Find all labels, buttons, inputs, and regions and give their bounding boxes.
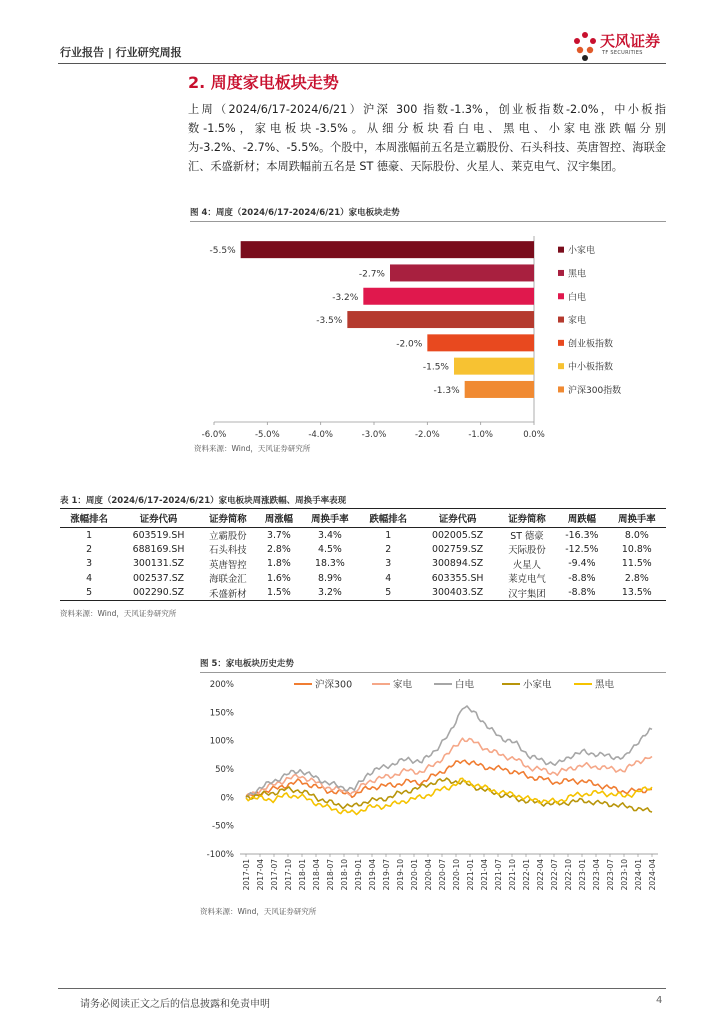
x-tick-label: 2023-01 bbox=[578, 859, 587, 891]
table-row bbox=[60, 542, 666, 557]
table-cell: 1.8% bbox=[266, 558, 291, 570]
x-tick-label: 2019-10 bbox=[396, 859, 405, 891]
table-cell: 8.9% bbox=[318, 572, 342, 584]
table-cell: 1 bbox=[86, 529, 93, 541]
table-cell: 汉宇集团 bbox=[498, 586, 556, 601]
table-cell: 3.7% bbox=[266, 529, 291, 541]
x-tick-label: 2020-10 bbox=[452, 859, 461, 891]
table-cell: 3.4% bbox=[318, 529, 342, 541]
x-tick-label: 2019-04 bbox=[368, 859, 377, 891]
sector-history-line-chart bbox=[196, 674, 666, 902]
y-tick-label: 100% bbox=[209, 736, 234, 747]
legend-label: 沪深300 bbox=[315, 679, 353, 691]
table-cell: 002005.SZ bbox=[432, 529, 484, 541]
legend-swatch bbox=[558, 247, 564, 253]
table-cell: -8.8% bbox=[556, 586, 608, 601]
weekly-top-movers-table bbox=[60, 508, 666, 601]
table-cell: -8.8% bbox=[568, 572, 596, 584]
legend-label: 沪深300指数 bbox=[568, 385, 622, 396]
x-tick-label: 2021-04 bbox=[480, 859, 489, 891]
x-tick-label: 2020-01 bbox=[410, 859, 419, 891]
table-cell: 火星人 bbox=[512, 559, 542, 571]
x-tick-label: -1.0% bbox=[468, 430, 494, 440]
bar-value-label: -1.5% bbox=[422, 362, 449, 373]
table-cell: 002537.SZ bbox=[132, 572, 185, 584]
figure4-source: 资料来源：Wind，天风证券研究所 bbox=[194, 444, 311, 453]
table-cell: 1.6% bbox=[266, 572, 291, 584]
x-tick-label: 2021-07 bbox=[494, 859, 503, 891]
legend-label: 创业板指数 bbox=[568, 339, 614, 350]
figure4-caption-rule bbox=[190, 221, 666, 222]
report-type-header: 行业报告 | 行业研究周报 bbox=[60, 46, 182, 59]
table-header-cell: 证券代码 bbox=[118, 509, 198, 528]
figure4-caption: 图 4：周度（2024/6/17-2024/6/21）家电板块走势 bbox=[190, 208, 400, 218]
x-tick-label: 2022-01 bbox=[522, 859, 531, 891]
table-header-cell: 涨幅排名 bbox=[60, 509, 118, 528]
table-cell: 2.8% bbox=[266, 543, 291, 555]
x-tick-label: 2017-01 bbox=[242, 859, 251, 891]
table-row bbox=[60, 557, 666, 572]
x-tick-label: 0.0% bbox=[523, 430, 545, 440]
table-cell: 3.2% bbox=[301, 586, 359, 601]
bar-value-label: -2.0% bbox=[396, 339, 423, 350]
table-cell: 2 bbox=[86, 543, 93, 555]
x-tick-label: 2021-10 bbox=[508, 859, 517, 891]
table-cell: 2.8% bbox=[624, 572, 649, 584]
table-cell: 3 bbox=[86, 558, 93, 570]
legend-label: 家电 bbox=[393, 679, 413, 691]
x-tick-label: 2018-10 bbox=[340, 859, 349, 891]
figure5-source: 资料来源：Wind，天风证券研究所 bbox=[200, 907, 317, 916]
x-tick-label: -3.0% bbox=[361, 430, 387, 440]
table-cell: 1.5% bbox=[257, 586, 301, 601]
bar-value-label: -5.5% bbox=[209, 246, 236, 257]
legend-label: 黑电 bbox=[595, 679, 615, 691]
legend-swatch bbox=[558, 340, 564, 346]
table-cell: 300403.SZ bbox=[417, 586, 497, 601]
table-cell: 10.8% bbox=[621, 543, 652, 555]
table-cell: 11.5% bbox=[621, 558, 652, 570]
table-cell: 002290.SZ bbox=[118, 586, 198, 601]
tf-logo-icon bbox=[570, 30, 600, 62]
x-tick-label: -4.0% bbox=[308, 430, 334, 440]
legend-swatch bbox=[558, 270, 564, 276]
x-tick-label: 2017-10 bbox=[284, 859, 293, 891]
table-cell: 4 bbox=[385, 572, 392, 584]
table1-source: 资料来源：Wind，天风证券研究所 bbox=[60, 609, 177, 618]
table-cell: 禾盛新材 bbox=[199, 586, 257, 601]
table-cell: 英唐智控 bbox=[209, 559, 247, 571]
table-cell: -9.4% bbox=[568, 558, 596, 570]
x-tick-label: 2023-07 bbox=[606, 859, 615, 891]
table-header-cell: 证券简称 bbox=[199, 509, 257, 528]
bar-value-label: -3.5% bbox=[316, 316, 343, 327]
table-cell: 立霸股份 bbox=[209, 531, 247, 542]
x-tick-label: -6.0% bbox=[201, 430, 227, 440]
table-header-cell: 证券代码 bbox=[417, 509, 497, 528]
bar-创业板指数 bbox=[427, 334, 534, 351]
x-tick-label: 2020-07 bbox=[438, 859, 447, 891]
x-tick-label: 2019-07 bbox=[382, 859, 391, 891]
table-cell: 5 bbox=[60, 586, 118, 601]
legend-swatch bbox=[558, 363, 564, 369]
table-cell: 石头科技 bbox=[209, 545, 247, 557]
y-tick-label: 150% bbox=[209, 708, 234, 719]
x-tick-label: 2019-01 bbox=[354, 859, 363, 891]
bar-value-label: -3.2% bbox=[332, 292, 359, 303]
y-tick-label: 200% bbox=[209, 680, 234, 690]
legend-label: 家电 bbox=[568, 316, 587, 327]
legend-label: 中小板指数 bbox=[568, 362, 614, 373]
x-tick-label: 2024-01 bbox=[634, 859, 643, 891]
legend-swatch bbox=[558, 386, 564, 392]
x-tick-label: 2018-04 bbox=[312, 859, 321, 891]
legend-swatch bbox=[558, 293, 564, 299]
bar-沪深300指数 bbox=[465, 381, 534, 398]
y-tick-label: -50% bbox=[212, 821, 234, 832]
table-cell: -12.5% bbox=[565, 543, 599, 555]
legend-label: 小家电 bbox=[568, 246, 596, 257]
y-tick-label: 50% bbox=[215, 765, 234, 775]
bar-value-label: -2.7% bbox=[358, 269, 385, 280]
table-cell: 5 bbox=[359, 586, 417, 601]
table-cell: 603355.SH bbox=[431, 572, 484, 584]
table-cell: 13.5% bbox=[608, 586, 666, 601]
table-cell: 4 bbox=[86, 572, 93, 584]
bar-白电 bbox=[363, 288, 534, 305]
legend-label: 黑电 bbox=[568, 269, 587, 280]
legend-swatch bbox=[558, 317, 564, 323]
table-cell: -16.3% bbox=[565, 529, 599, 541]
table-cell: 002759.SZ bbox=[432, 543, 484, 555]
x-tick-label: 2017-07 bbox=[270, 859, 279, 891]
section-title: 2. 周度家电板块走势 bbox=[188, 73, 339, 92]
x-tick-label: -5.0% bbox=[254, 430, 280, 440]
table-cell: 688169.SH bbox=[132, 543, 185, 555]
x-tick-label: 2018-01 bbox=[298, 859, 307, 891]
table-cell: 海联金汇 bbox=[209, 574, 247, 586]
table-header-cell: 周跌幅 bbox=[556, 509, 608, 528]
table-cell: 8.0% bbox=[624, 529, 649, 541]
y-tick-label: -100% bbox=[206, 850, 234, 860]
table-header-cell: 跌幅排名 bbox=[359, 509, 417, 528]
x-tick-label: 2021-01 bbox=[466, 859, 475, 891]
x-tick-label: 2023-10 bbox=[620, 859, 629, 891]
table-header-cell: 周换手率 bbox=[608, 509, 666, 528]
bar-value-label: -1.3% bbox=[433, 385, 460, 396]
table-header-cell: 周换手率 bbox=[301, 509, 359, 528]
x-tick-label: -2.0% bbox=[414, 430, 440, 440]
logo-brand-english: TF SECURITIES bbox=[602, 50, 643, 56]
legend-label: 白电 bbox=[568, 292, 587, 303]
summary-paragraph: 上周（2024/6/17-2024/6/21）沪深 300 指数-1.3%，创业板指数-2.0%，中小板指数-1.5%，家电板块-3.5%。从细分板块看白电、黑电、小家电涨跌幅分别为-3.2%、-2.7%、-5.5%。个股中，本周涨幅前五名是立霸股份、石头科技、英唐智控、海联金汇、禾盛新材；本周跌幅前五名是 ST 德豪、天际股份、火星人、莱克电气、汉宇集团。 bbox=[188, 103, 666, 173]
bar-小家电 bbox=[241, 241, 534, 258]
bar-家电 bbox=[347, 311, 534, 328]
x-tick-label: 2024-04 bbox=[648, 859, 657, 891]
x-tick-label: 2022-04 bbox=[536, 859, 545, 891]
table-cell: 莱克电气 bbox=[508, 574, 546, 586]
disclaimer-footer: 请务必阅读正文之后的信息披露和免责申明 bbox=[80, 999, 270, 1010]
table-row bbox=[60, 571, 666, 586]
table-cell: 2 bbox=[385, 543, 392, 555]
x-tick-label: 2020-04 bbox=[424, 859, 433, 891]
x-tick-label: 2017-04 bbox=[256, 859, 265, 891]
header-divider bbox=[58, 63, 666, 64]
x-tick-label: 2022-07 bbox=[550, 859, 559, 891]
page-number: 4 bbox=[656, 995, 663, 1006]
table-cell: 3 bbox=[385, 558, 392, 570]
x-tick-label: 2022-10 bbox=[564, 859, 573, 891]
table-cell: 300894.SZ bbox=[432, 558, 484, 570]
table-cell: 1 bbox=[385, 529, 392, 541]
table-row bbox=[60, 528, 666, 543]
bar-中小板指数 bbox=[454, 358, 534, 375]
table-row bbox=[60, 586, 666, 601]
y-tick-label: 0% bbox=[220, 793, 234, 804]
table-cell: 603519.SH bbox=[132, 529, 185, 541]
footer-divider bbox=[58, 988, 666, 989]
table-cell: 18.3% bbox=[315, 558, 345, 570]
table-header-cell: 周涨幅 bbox=[257, 509, 301, 528]
x-tick-label: 2018-07 bbox=[326, 859, 335, 891]
figure5-caption: 图 5：家电板块历史走势 bbox=[200, 659, 294, 669]
table-cell: 4.5% bbox=[318, 543, 342, 555]
table-header-cell: 证券简称 bbox=[498, 509, 556, 528]
weekly-sector-bar-chart bbox=[188, 226, 668, 446]
table-cell: 天际股份 bbox=[508, 545, 546, 557]
figure5-caption-rule bbox=[200, 672, 666, 673]
table-cell: 300131.SZ bbox=[132, 558, 185, 570]
table-cell: ST 德豪 bbox=[510, 531, 544, 542]
table1-caption: 表 1：周度（2024/6/17-2024/6/21）家电板块周涨跌幅、周换手率表现 bbox=[60, 496, 347, 506]
x-tick-label: 2023-04 bbox=[592, 859, 601, 891]
legend-label: 白电 bbox=[455, 679, 475, 691]
legend-label: 小家电 bbox=[523, 679, 552, 691]
logo-brand-name: 天风证券 bbox=[600, 32, 661, 50]
bar-黑电 bbox=[390, 264, 534, 281]
